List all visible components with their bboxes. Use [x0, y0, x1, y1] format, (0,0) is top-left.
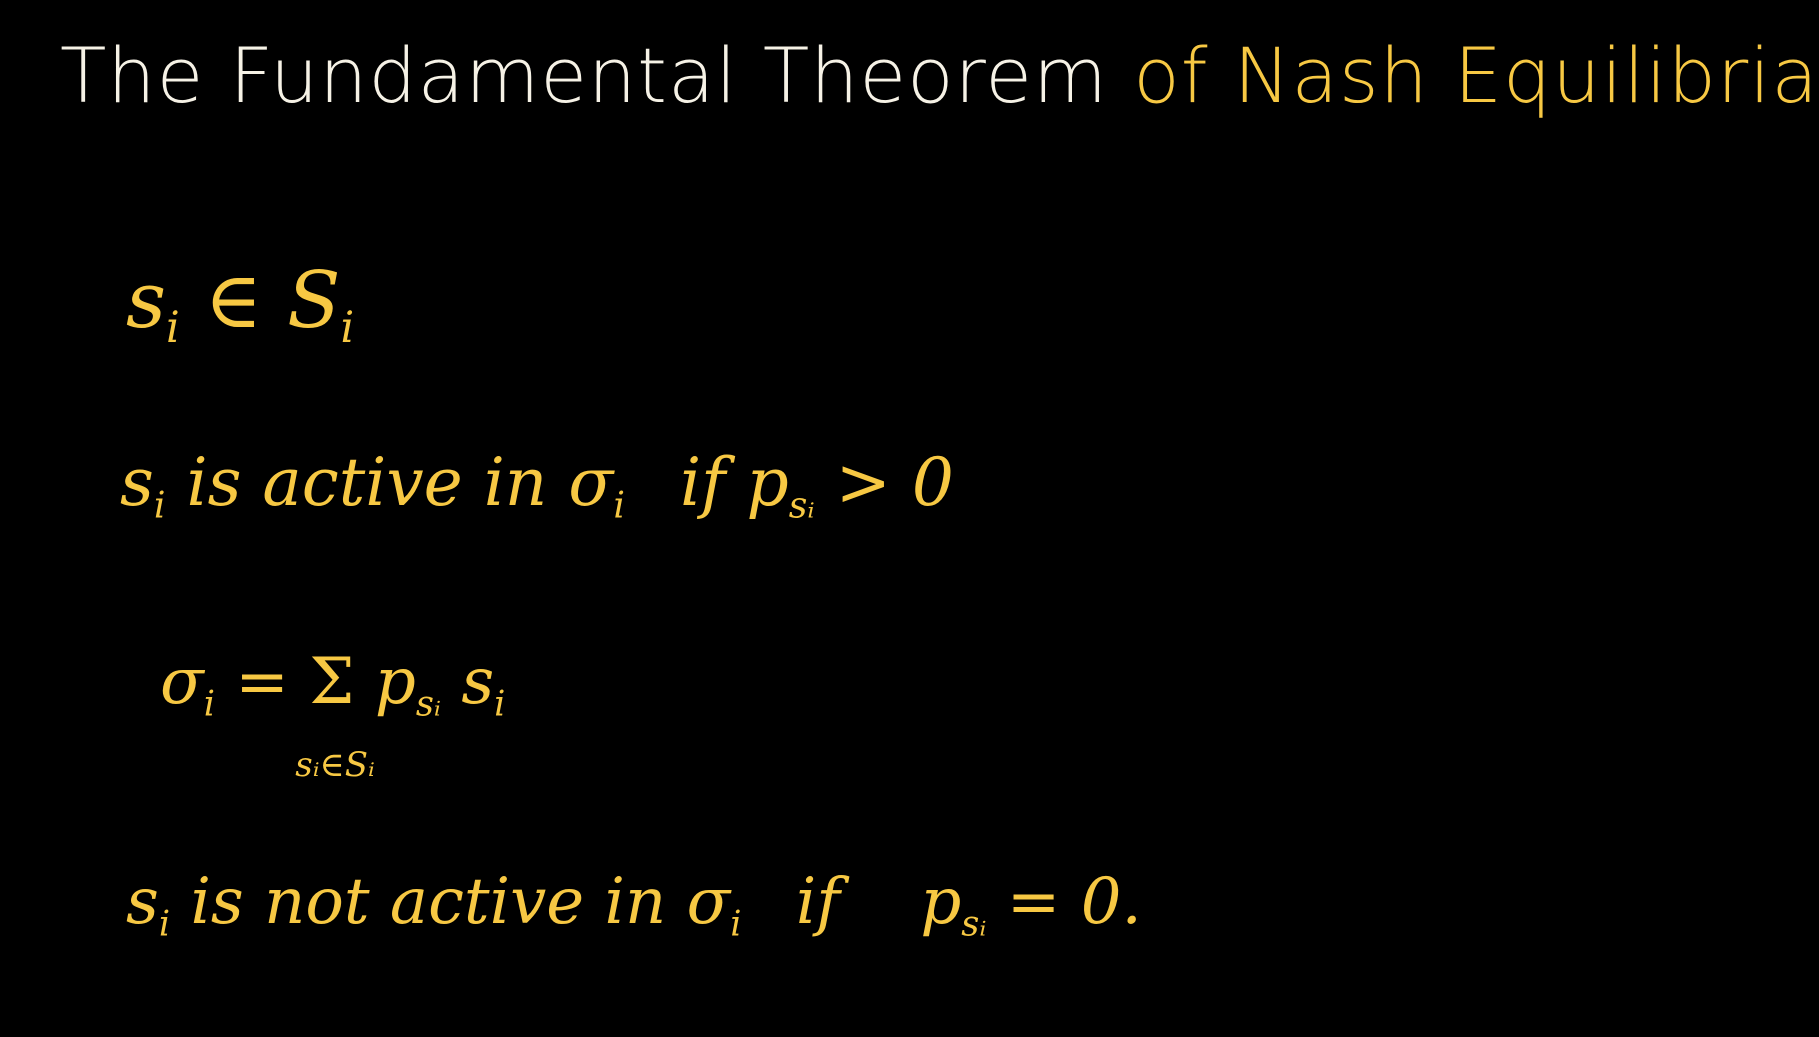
strategy-s: s	[126, 256, 167, 346]
summation-limit: sᵢ∈Sᵢ	[295, 745, 375, 785]
positive-condition: > 0	[835, 444, 954, 521]
index-i: i	[494, 683, 506, 725]
probability-p: p	[746, 444, 789, 521]
active-text: is active in	[186, 444, 548, 521]
title-part-2: of Nash Equilibria	[1133, 31, 1819, 120]
index-i: i	[613, 483, 625, 527]
not-active-text: is not active in	[190, 865, 667, 939]
if-text: if	[795, 865, 840, 939]
probability-p: p	[374, 645, 416, 719]
probability-subscript: sᵢ	[788, 483, 815, 527]
zero-condition: = 0.	[1006, 865, 1142, 939]
index-i: i	[166, 303, 180, 353]
strategy-set-S: S	[287, 256, 341, 346]
page-title	[60, 31, 1819, 120]
if-text: if	[679, 444, 726, 521]
index-i: i	[158, 903, 171, 945]
mixed-strategy-sum-line	[160, 645, 506, 785]
not-active-definition-line	[126, 865, 1142, 945]
title-part-1: The Fundamental Theorem	[60, 31, 1109, 120]
probability-subscript: sᵢ	[415, 683, 441, 725]
summation	[295, 645, 375, 785]
index-i: i	[153, 483, 166, 527]
index-i: i	[203, 683, 215, 725]
summation-symbol: Σ	[309, 645, 355, 719]
mixed-strategy-sigma: σ	[568, 444, 614, 521]
mixed-strategy-sigma: σ	[686, 865, 731, 939]
probability-p: p	[920, 865, 962, 939]
element-of-symbol: ∈	[204, 256, 263, 346]
probability-subscript: sᵢ	[961, 903, 987, 945]
equals-sign: =	[235, 645, 289, 719]
active-definition-line	[120, 444, 954, 527]
strategy-s: s	[120, 444, 154, 521]
strategy-membership-line	[126, 256, 355, 353]
mixed-strategy-sigma: σ	[160, 645, 204, 719]
index-i: i	[340, 303, 355, 353]
strategy-s: s	[126, 865, 159, 939]
strategy-s: s	[461, 645, 495, 719]
index-i: i	[730, 903, 742, 945]
